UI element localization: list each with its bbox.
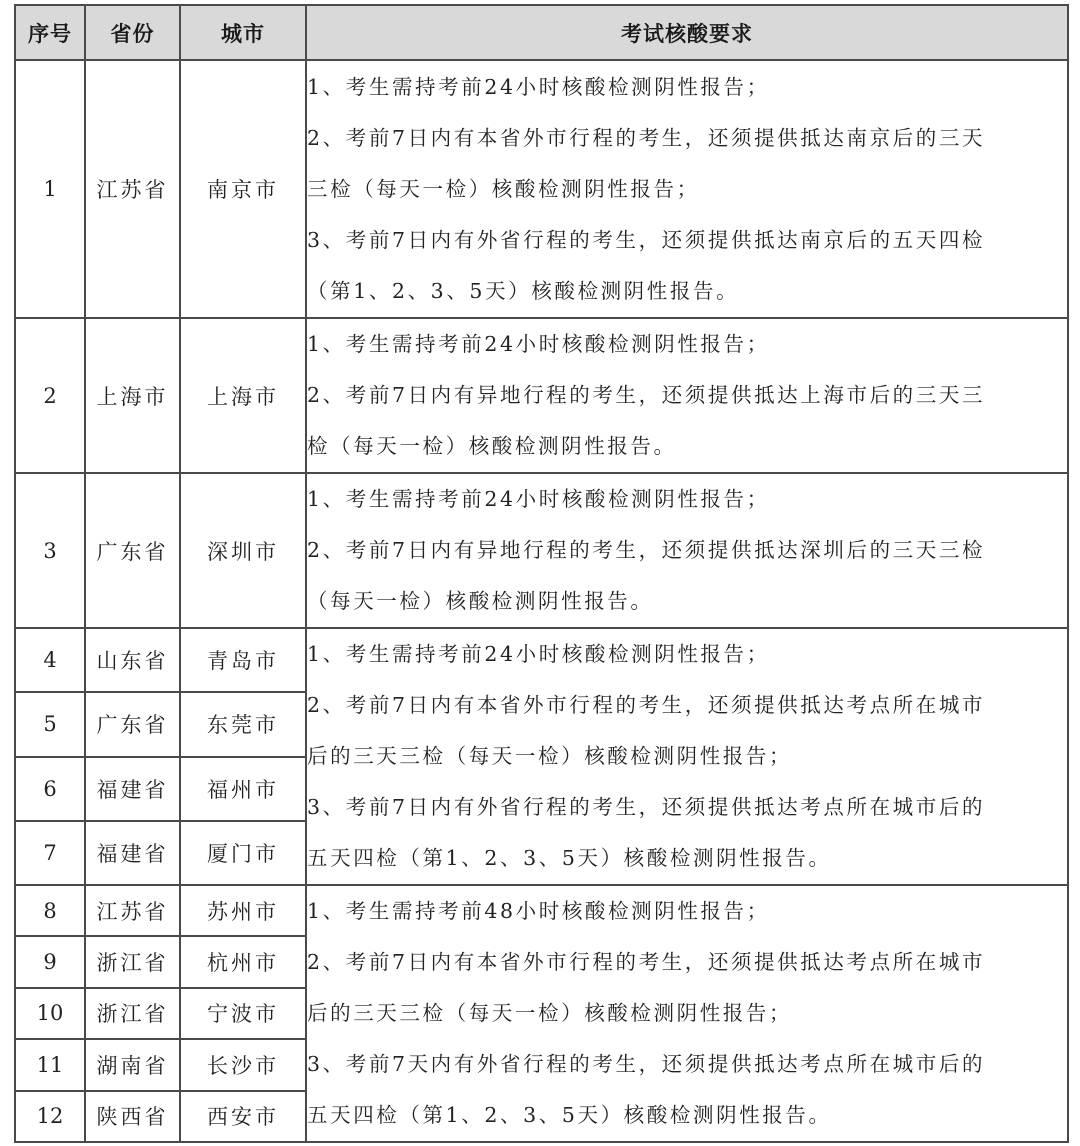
requirement-line: 3、考前7天内有外省行程的考生，还须提供抵达考点所在城市后的 bbox=[307, 1052, 986, 1076]
requirements-cell bbox=[306, 885, 1068, 1142]
requirement-line: 2、考前7日内有本省外市行程的考生，还须提供抵达南京后的三天 bbox=[307, 125, 986, 150]
row-province: 江苏省 bbox=[85, 885, 180, 936]
nucleic-acid-requirements-table bbox=[14, 4, 1069, 1143]
row-city: 苏州市 bbox=[180, 885, 306, 936]
table-row bbox=[15, 473, 1068, 628]
table-row bbox=[15, 885, 1068, 936]
row-no: 6 bbox=[15, 757, 85, 821]
requirement-line: 1、考生需持考前24小时核酸检测阴性报告； bbox=[307, 487, 770, 511]
requirement-line: 检（每天一检）核酸检测阴性报告。 bbox=[307, 434, 677, 458]
row-no: 7 bbox=[15, 821, 85, 885]
row-province: 陕西省 bbox=[85, 1091, 180, 1142]
row-city: 上海市 bbox=[180, 318, 306, 473]
requirement-line: 1、考生需持考前24小时核酸检测阴性报告； bbox=[307, 74, 770, 99]
row-no: 5 bbox=[15, 692, 85, 756]
requirement-line: 3、考前7日内有外省行程的考生，还须提供抵达考点所在城市后的 bbox=[307, 795, 986, 819]
row-city: 青岛市 bbox=[180, 628, 306, 692]
row-no: 4 bbox=[15, 628, 85, 692]
header-row bbox=[15, 5, 1068, 60]
table-row bbox=[15, 60, 1068, 318]
row-no: 8 bbox=[15, 885, 85, 936]
row-province: 湖南省 bbox=[85, 1039, 180, 1090]
row-province: 福建省 bbox=[85, 821, 180, 885]
row-city: 厦门市 bbox=[180, 821, 306, 885]
row-no: 3 bbox=[15, 473, 85, 628]
row-city: 南京市 bbox=[180, 60, 306, 318]
requirement-line: 1、考生需持考前48小时核酸检测阴性报告； bbox=[307, 899, 770, 923]
table-row bbox=[15, 318, 1068, 473]
row-province: 江苏省 bbox=[85, 60, 180, 318]
row-city: 杭州市 bbox=[180, 936, 306, 987]
row-city: 深圳市 bbox=[180, 473, 306, 628]
row-no: 11 bbox=[15, 1039, 85, 1090]
requirement-line: 2、考前7日内有本省外市行程的考生，还须提供抵达考点所在城市 bbox=[307, 950, 986, 974]
requirements-cell bbox=[306, 60, 1068, 318]
requirement-line: 后的三天三检（每天一检）核酸检测阴性报告； bbox=[307, 744, 793, 768]
requirement-line: 五天四检（第1、2、3、5天）核酸检测阴性报告。 bbox=[307, 846, 832, 870]
row-no: 9 bbox=[15, 936, 85, 987]
requirement-line: 五天四检（第1、2、3、5天）核酸检测阴性报告。 bbox=[307, 1103, 832, 1127]
row-province: 福建省 bbox=[85, 757, 180, 821]
requirement-line: （第1、2、3、5天）核酸检测阴性报告。 bbox=[307, 278, 740, 303]
header-city: 城市 bbox=[180, 5, 306, 60]
header-requirements: 考试核酸要求 bbox=[306, 5, 1068, 60]
row-no: 10 bbox=[15, 988, 85, 1039]
row-city: 西安市 bbox=[180, 1091, 306, 1142]
requirement-line: 1、考生需持考前24小时核酸检测阴性报告； bbox=[307, 332, 770, 356]
table-row bbox=[15, 628, 1068, 692]
requirement-line: 3、考前7日内有外省行程的考生，还须提供抵达南京后的五天四检 bbox=[307, 227, 986, 252]
row-city: 福州市 bbox=[180, 757, 306, 821]
requirement-line: 2、考前7日内有本省外市行程的考生，还须提供抵达考点所在城市 bbox=[307, 693, 986, 717]
row-no: 2 bbox=[15, 318, 85, 473]
requirement-line: 后的三天三检（每天一检）核酸检测阴性报告； bbox=[307, 1001, 793, 1025]
row-city: 宁波市 bbox=[180, 988, 306, 1039]
row-province: 山东省 bbox=[85, 628, 180, 692]
requirements-cell bbox=[306, 473, 1068, 628]
header-no: 序号 bbox=[15, 5, 85, 60]
requirement-line: 2、考前7日内有异地行程的考生，还须提供抵达深圳后的三天三检 bbox=[307, 538, 986, 562]
requirement-line: 2、考前7日内有异地行程的考生，还须提供抵达上海市后的三天三 bbox=[307, 383, 986, 407]
requirement-line: 1、考生需持考前24小时核酸检测阴性报告； bbox=[307, 642, 770, 666]
row-province: 浙江省 bbox=[85, 936, 180, 987]
row-city: 东莞市 bbox=[180, 692, 306, 756]
row-no: 12 bbox=[15, 1091, 85, 1142]
requirement-line: （每天一检）核酸检测阴性报告。 bbox=[307, 589, 654, 613]
requirement-line: 三检（每天一检）核酸检测阴性报告； bbox=[307, 176, 700, 201]
row-province: 上海市 bbox=[85, 318, 180, 473]
requirements-cell bbox=[306, 628, 1068, 885]
row-province: 广东省 bbox=[85, 692, 180, 756]
requirements-cell bbox=[306, 318, 1068, 473]
row-province: 浙江省 bbox=[85, 988, 180, 1039]
row-no: 1 bbox=[15, 60, 85, 318]
header-province: 省份 bbox=[85, 5, 180, 60]
row-city: 长沙市 bbox=[180, 1039, 306, 1090]
row-province: 广东省 bbox=[85, 473, 180, 628]
